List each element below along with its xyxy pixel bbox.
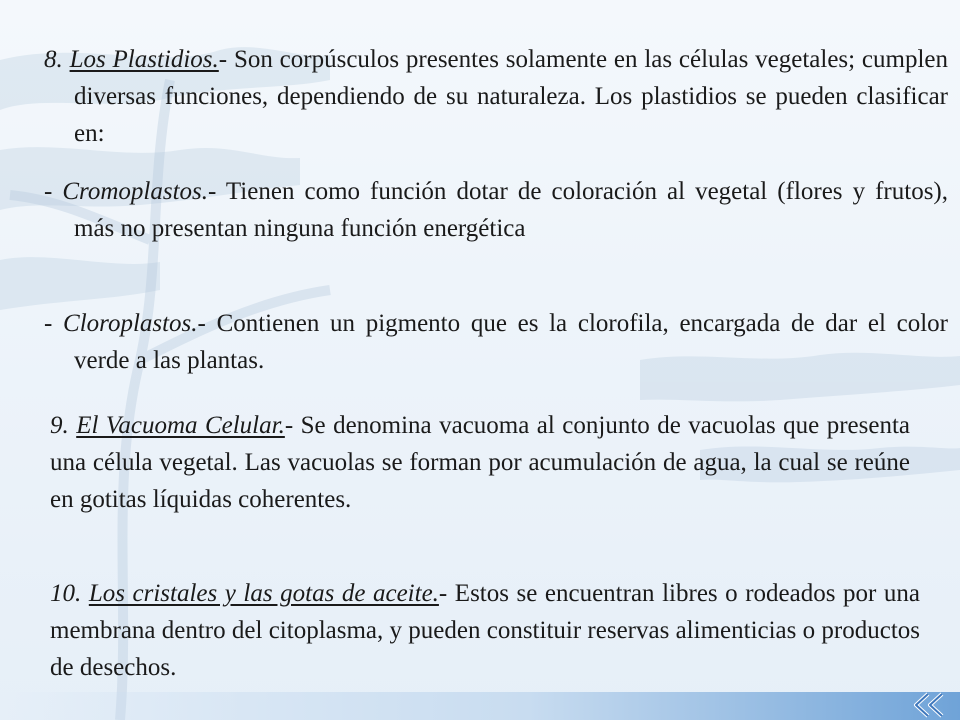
footer-bar (0, 692, 960, 720)
paragraph-cromoplastos (44, 173, 948, 247)
paragraph-body: Son corpúsculos presentes solamente en las células vegetales; cumplen diversas funciones, dependiendo de su naturaleza. Los plastidios se pueden clasificar en: (74, 46, 948, 147)
paragraph-cristales (50, 575, 920, 686)
paragraph-body: Estos se encuentran libres o rodeados por una membrana dentro del citoplasma, y pueden constituir reservas alimenticias o productos de desechos. (50, 580, 920, 681)
bullet-dash: - (44, 310, 64, 337)
paragraph-vacuoma (50, 407, 910, 518)
paragraph-title: Cloroplastos. (63, 310, 198, 337)
title-separator: - (218, 46, 228, 73)
paragraph-number: 8. (44, 46, 70, 73)
double-chevron-left-icon[interactable] (908, 692, 952, 718)
title-separator: - (208, 178, 217, 205)
paragraph-cloroplastos (44, 305, 948, 379)
paragraph-title: Cromoplastos. (62, 178, 208, 205)
paragraph-body: Contienen un pigmento que es la clorofila, encargada de dar el color verde a las plantas. (74, 310, 948, 374)
paragraph-body: Se denomina vacuoma al conjunto de vacuolas que presenta una célula vegetal. Las vacuolas se forman por acumulación de agua, la cual se reúne en gotitas líquidas coherentes. (50, 412, 910, 513)
paragraph-title: El Vacuoma Celular. (76, 412, 285, 439)
paragraph-number: 9. (50, 412, 77, 439)
bullet-dash: - (44, 178, 63, 205)
title-separator: - (438, 580, 448, 607)
paragraph-title: Los Plastidios. (69, 46, 219, 73)
paragraph-number: 10. (50, 580, 89, 607)
title-separator: - (197, 310, 206, 337)
title-separator: - (284, 412, 294, 439)
paragraph-plastidios (44, 41, 948, 152)
paragraph-body: Tienen como función dotar de coloración al vegetal (flores y frutos), más no presentan ninguna función energética (74, 178, 948, 242)
paragraph-title: Los cristales y las gotas de aceite. (88, 580, 439, 607)
